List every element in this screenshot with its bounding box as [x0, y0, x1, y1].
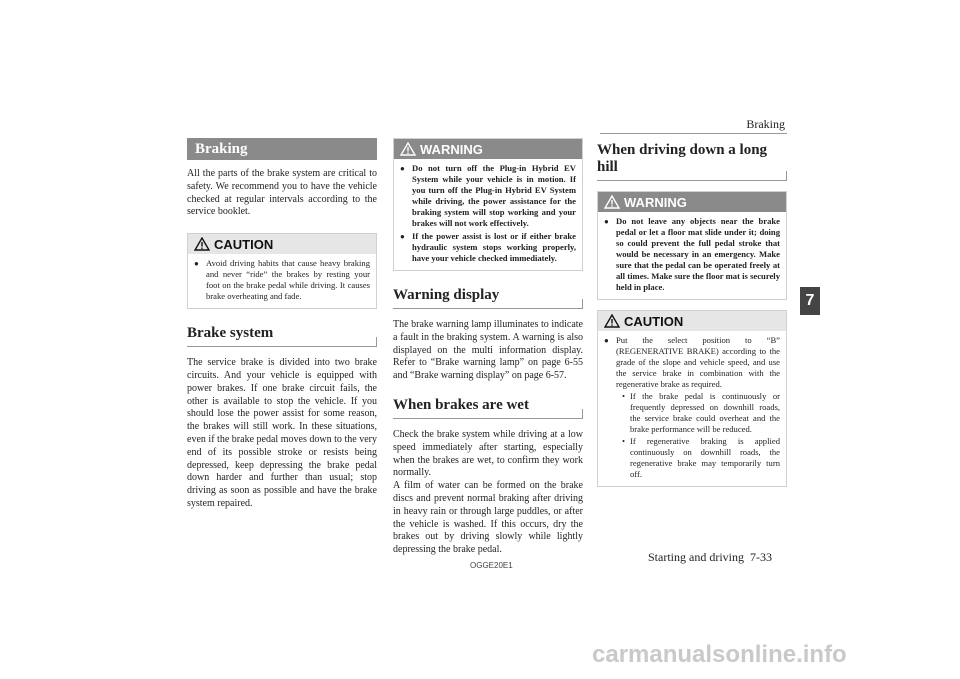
- warning-item: [394, 229, 582, 264]
- wet-brakes-heading: When brakes are wet: [393, 393, 583, 419]
- bullet-icon: ●: [400, 232, 405, 241]
- bullet-icon: ●: [604, 336, 609, 345]
- caution-header: [598, 311, 786, 331]
- warning-display-heading: Warning display: [393, 283, 583, 309]
- brake-system-text: The service brake is divided into two brake circuits. And your vehicle is equipped with power brakes. If one brake circuit fails, the other is available to stop the vehicle. If you should lose the power assist for some reason, the brakes will still work. In these situations, even if the brake pedal moves down to the very end of its possible stroke or resists being depressed, keep depressing the brake pedal down harder and further than usual; stop driving as soon as possible and have the brake system repaired.: [187, 357, 377, 509]
- long-hill-heading: When driving down a long hill: [597, 138, 787, 181]
- warning-item-text: Do not turn off the Plug-in Hybrid EV System while your vehicle is in motion. If you turn off the Plug-in Hybrid EV System while driving, the power assistance for the braking system will stop working and your brakes will not work effectively.: [412, 163, 576, 228]
- warning-triangle-icon: [400, 142, 416, 156]
- caution-subitem-text: If the brake pedal is continuously or frequently depressed on downhill roads, the service brake could overheat and the brake performance will be reduced.: [630, 391, 780, 434]
- page-number: 7-33: [750, 550, 772, 564]
- running-head: Braking: [746, 117, 785, 131]
- warning-box: [393, 138, 583, 271]
- caution-triangle-icon: [604, 314, 620, 328]
- column-3: [597, 138, 787, 487]
- warning-item-text: Do not leave any objects near the brake pedal or let a floor mat slide under it; doing so could prevent the full pedal stroke that would be necessary in an emergency. Make sure that the pedal can be operated freely at all times. Make sure the floor mat is securely held in place.: [616, 216, 780, 292]
- caution-box: [597, 310, 787, 487]
- brake-system-heading: Brake system: [187, 321, 377, 347]
- warning-label: WARNING: [624, 194, 687, 210]
- caution-box: [187, 233, 377, 309]
- caution-subitem-text: If regenerative braking is applied continuously on downhill roads, the regenerative brake may temporarily turn off.: [630, 436, 780, 479]
- warning-item-text: If the power assist is lost or if either brake hydraulic system stops working properly, have your vehicle checked immediately.: [412, 231, 576, 263]
- caution-item-text: Avoid driving habits that cause heavy braking and never “ride” the brakes by resting your foot on the brake pedal while driving. It causes brake overheating and fade.: [206, 258, 370, 302]
- section-banner: Braking: [187, 138, 377, 160]
- watermark: carmanualsonline.info: [592, 641, 847, 668]
- document-code: OGGE20E1: [470, 561, 513, 570]
- footer-section-title: Starting and driving: [648, 550, 744, 564]
- column-2: [393, 138, 583, 557]
- caution-item-text: Put the select position to “B” (REGENERATIVE BRAKE) according to the grade of the slope and vehicle speed, and use the service brake in combination with the regenerative brake as required.: [616, 335, 780, 389]
- caution-triangle-icon: [194, 237, 210, 251]
- warning-display-text: The brake warning lamp illuminates to indicate a fault in the braking system. A warning is also displayed on the multi information display. Refer to “Brake warning lamp” on page 6-55 and “Brake warning display” on page 6-57.: [393, 319, 583, 382]
- warning-item: [394, 159, 582, 229]
- warning-box: [597, 191, 787, 300]
- caution-header: [188, 234, 376, 254]
- running-head-rule: [600, 133, 787, 134]
- sub-bullet-icon: •: [622, 391, 626, 401]
- bullet-icon: ●: [604, 217, 609, 226]
- warning-item: [598, 212, 786, 293]
- warning-label: WARNING: [420, 141, 483, 157]
- bullet-icon: ●: [194, 259, 199, 269]
- caution-item: [598, 331, 786, 390]
- caution-label: CAUTION: [214, 236, 274, 252]
- intro-text: All the parts of the brake system are critical to safety. We recommend you to have the vehicle checked at regular intervals according to the service booklet.: [187, 168, 377, 218]
- wet-brakes-text-2: A film of water can be formed on the brake discs and prevent normal braking after driving in heavy rain or through large puddles, or after the vehicle is washed. If this occurs, dry the brakes out by driving slowly while lightly depressing the brake pedal.: [393, 480, 583, 556]
- caution-label: CAUTION: [624, 313, 684, 329]
- warning-header: [598, 192, 786, 212]
- chapter-tab: 7: [800, 287, 820, 315]
- bullet-icon: ●: [400, 164, 405, 173]
- caution-subitem: [598, 390, 786, 435]
- column-1: [187, 138, 377, 511]
- caution-subitem: [598, 435, 786, 480]
- caution-item: [188, 254, 376, 302]
- warning-triangle-icon: [604, 195, 620, 209]
- sub-bullet-icon: •: [622, 436, 626, 446]
- wet-brakes-text-1: Check the brake system while driving at a low speed immediately after starting, especially when the brakes are wet, to confirm they work normally.: [393, 428, 583, 479]
- warning-header: [394, 139, 582, 159]
